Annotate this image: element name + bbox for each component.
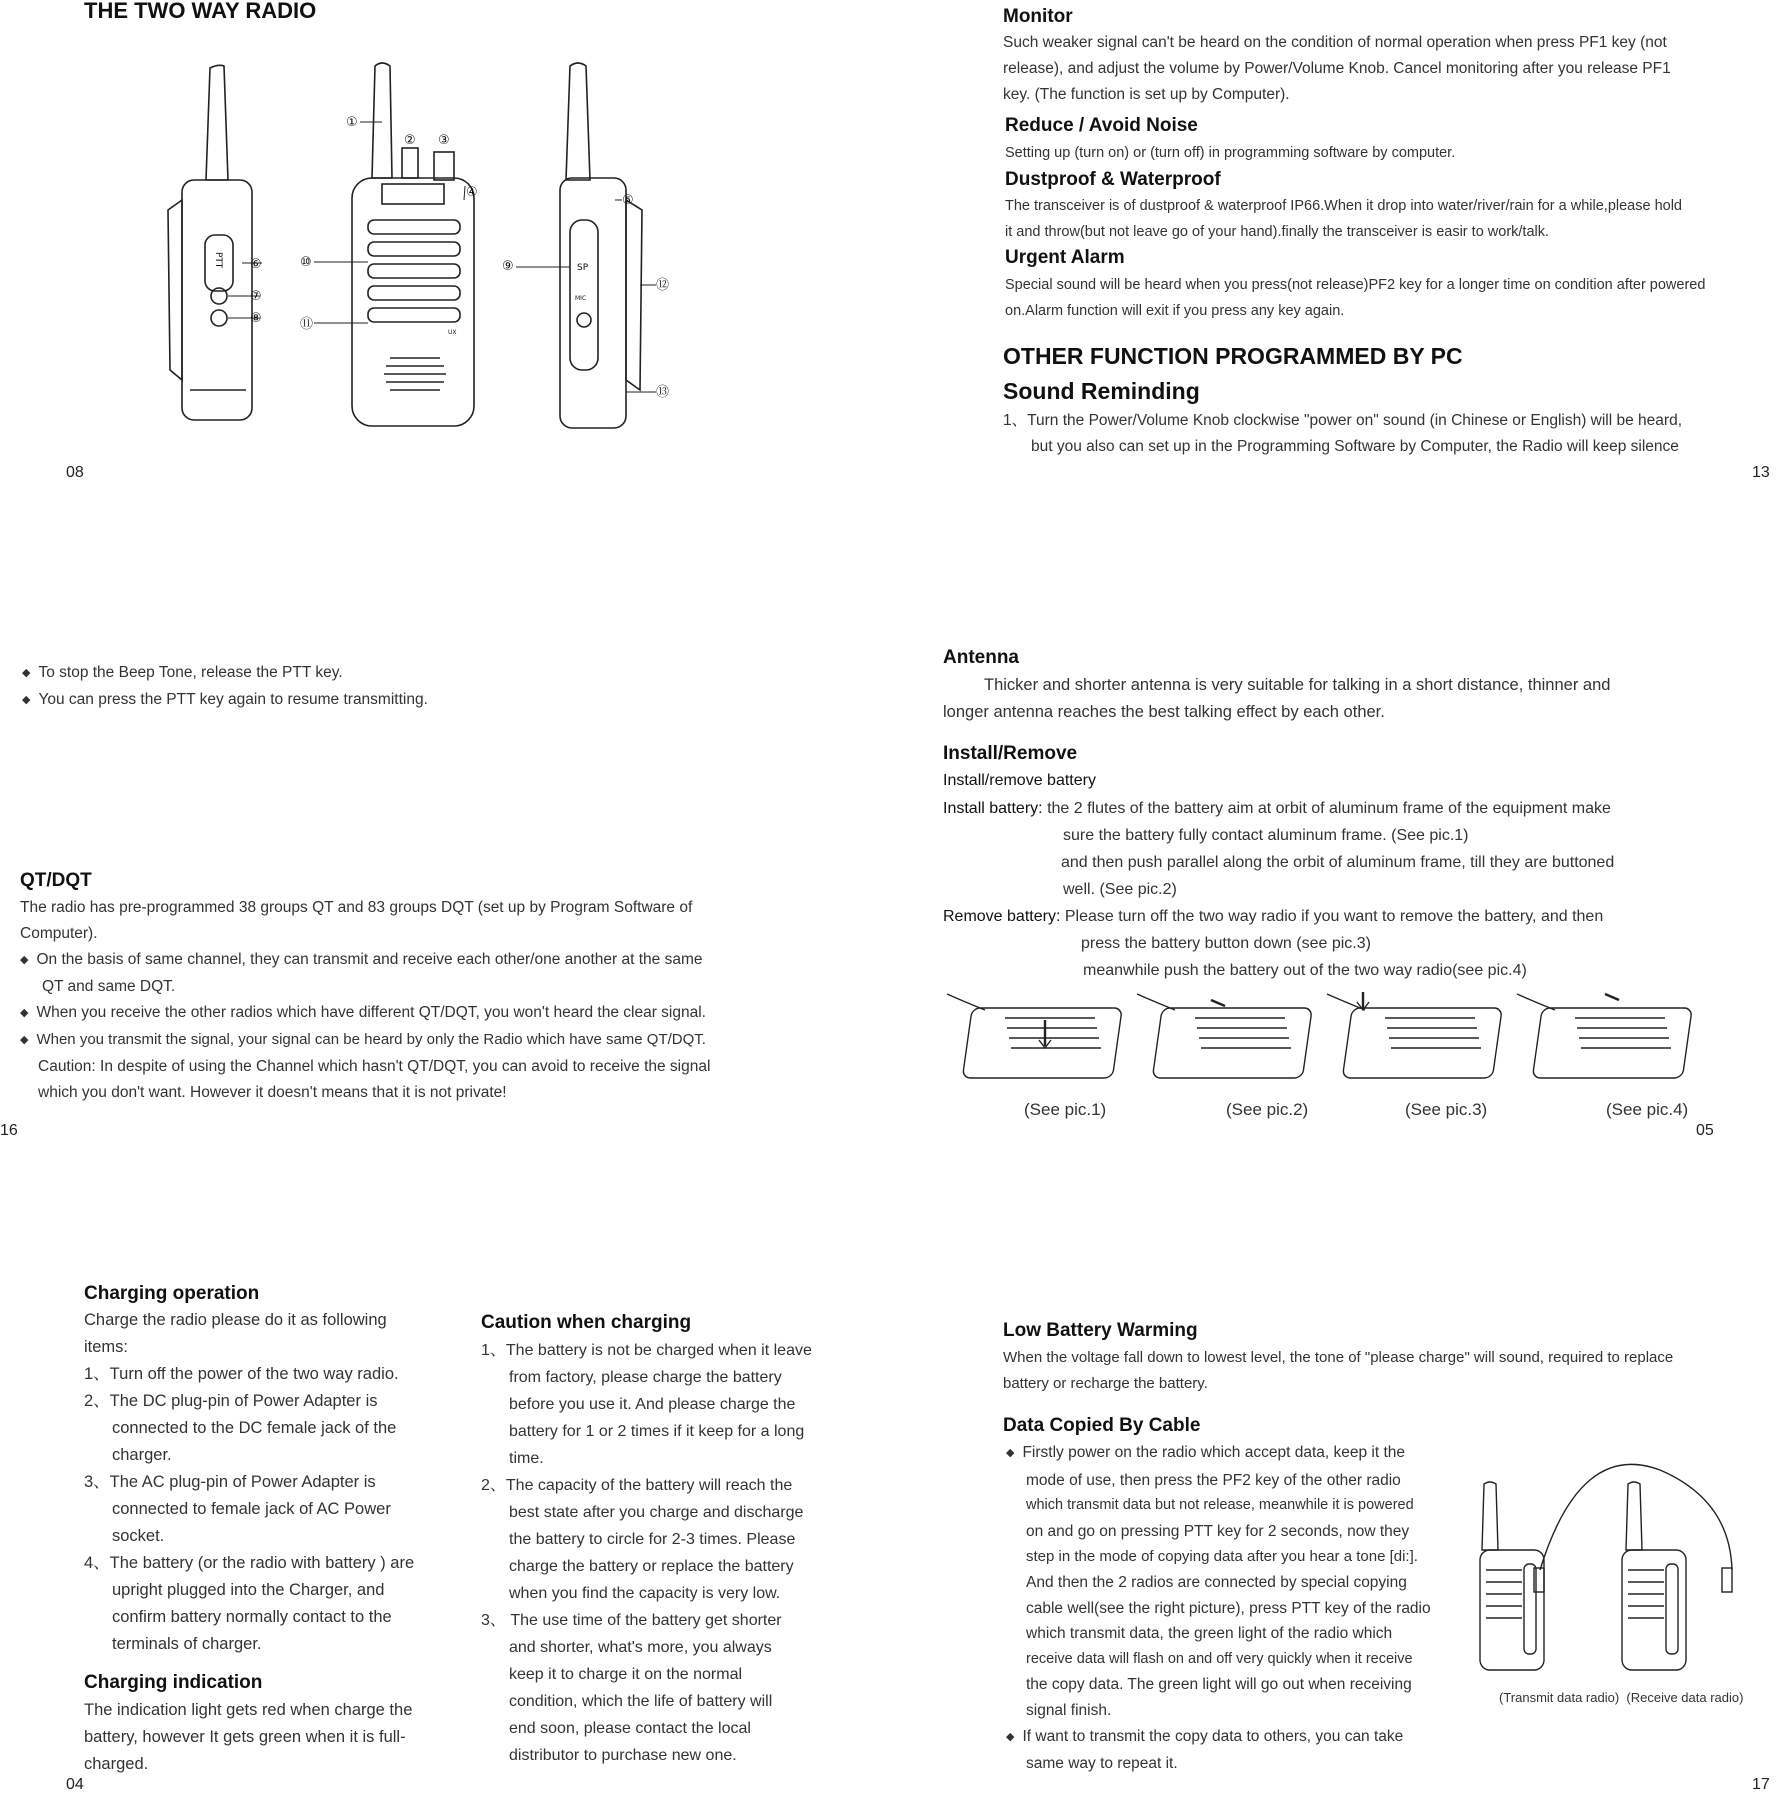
battery-pic-1 — [947, 994, 1122, 1078]
callout-10: ⑩ — [300, 255, 312, 270]
callout-13: ⑬ — [656, 385, 670, 400]
monitor-heading: Monitor — [1003, 6, 1073, 27]
caption-pic-3: (See pic.3) — [1405, 1100, 1488, 1119]
charging-indication-heading: Charging indication — [84, 1672, 263, 1693]
page-number-04: 04 — [66, 1776, 84, 1793]
page-number-17: 17 — [1752, 1776, 1770, 1793]
install-battery-text: Install battery: the 2 flutes of the battery aim at orbit of aluminum frame of the equipment make sure the battery fully contact aluminum frame. (See pic.1) and then push parallel along the orbit of aluminum frame, till they are buttoned well. (See pic.2) Remove battery: Please turn off the two way radio if you want to remove the battery, and then press the battery button down (see pic.3) meanwhile push the battery out of the two way radio(see pic.4) — [943, 800, 1615, 979]
qt-text: The radio has pre-programmed 38 groups QT and 83 groups DQT (set up by Program Software of Computer). ◆ On the basis of same channel, they can transmit and receive each other/one another at the same QT and same DQT. ◆ When you receive the other radios which have different QT/DQT, you won't heard the clear signal. ◆ When you transmit the signal, your signal can be heard by only the Radio which have same QT/DQT. Caution: In despite of using the Channel which hasn't QT/DQT, you can avoid to receive the signal which you don't want. However it doesn't means that it is not private! — [20, 895, 780, 1106]
install-heading: Install/Remove — [943, 743, 1078, 764]
data-copy-figure — [1470, 1460, 1750, 1680]
dust-text: The transceiver is of dustproof & waterproof IP66.When it drop into water/river/rain for a while,please hold it and throw(but not leave go of your hand).finally the transceiver is easir to work/talk. — [1005, 198, 1682, 240]
data-copied-heading: Data Copied By Cable — [1003, 1415, 1201, 1436]
qt-heading: QT/DQT — [20, 870, 92, 891]
other-function-heading: OTHER FUNCTION PROGRAMMED BY PC — [1003, 343, 1463, 369]
data-copied-text: ◆ Firstly power on the radio which accept data, keep it the mode of use, then press the PF2 key of the other radio which transmit data but not release, meanwhile it is powered on and go on pressing PTT key for 2 seconds, now they step in the mode of copying data after you hear a tone [di:]. And then the 2 radios are connected by special copying cable well(see the right picture), press PTT key of the radio which transmit data, the green light of the radio which receive data will flash on and off very quickly when it receive the copy data. The green light will go out when receiving signal finish. ◆ If want to transmit the copy data to others, you can take same way to repeat it. — [1006, 1440, 1476, 1777]
callout-8: ⑧ — [250, 311, 262, 326]
low-battery-text: When the voltage fall down to lowest level, the tone of "please charge" will sound, required to replace battery or recharge the battery. — [1003, 1349, 1674, 1392]
page-number-05: 05 — [1696, 1122, 1714, 1139]
callout-11: ⑪ — [300, 317, 314, 332]
caption-pic-4: (See pic.4) — [1606, 1100, 1689, 1119]
callout-5: ⑤ — [622, 193, 634, 208]
page-number-13: 13 — [1752, 464, 1770, 481]
callout-9: ⑨ — [502, 259, 514, 274]
noise-text: Setting up (turn on) or (turn off) in programming software by computer. — [1005, 145, 1456, 161]
battery-install-figures — [945, 988, 1705, 1098]
mic-label: MIC — [575, 295, 587, 302]
callout-12: ⑫ — [656, 278, 670, 293]
install-sub: Install/remove battery — [943, 772, 1096, 789]
callout-3: ③ — [438, 133, 450, 148]
caution-charging-text: 1、The battery is not be charged when it leave from factory, please charge the battery before you use it. And please charge the battery for 1 or 2 times if it keep for a long time. 2、The capacity of the battery will reach the best state after you charge and discharge the battery to circle for 2-3 times. Please charge the battery or replace the battery when you find the capacity is very low. 3、 The use time of the battery get shorter and shorter, what's more, you always keep it to charge it on the normal condition, which the life of battery will end soon, please contact the local distributor to purchase new one. — [481, 1342, 812, 1764]
charging-operation-text: Charge the radio please do it as following items: 1、Turn off the power of the two way radio. 2、The DC plug-pin of Power Adapter is connected to the DC female jack of the charger. 3、The AC plug-pin of Power Adapter is connected to female jack of AC Power socket. 4、The battery (or the radio with battery ) are upright plugged into the Charger, and confirm battery normally contact to the terminals of charger. — [84, 1311, 415, 1653]
remove-label: Remove battery: — [943, 908, 1061, 925]
battery-pic-4 — [1517, 994, 1692, 1078]
charging-indication-text: The indication light gets red when charge the battery, however It gets green when it is full- charged. — [84, 1701, 413, 1773]
antenna-text: Thicker and shorter antenna is very suitable for talking in a short distance, thinner and longer antenna reaches the best talking effect by each other. — [943, 676, 1611, 721]
noise-heading: Reduce / Avoid Noise — [1005, 115, 1198, 136]
callout-4: ④ — [466, 185, 478, 200]
antenna-heading: Antenna — [943, 647, 1019, 668]
callout-7: ⑦ — [250, 289, 262, 304]
sound-reminding-text: 1、Turn the Power/Volume Knob clockwise "power on" sound (in Chinese or English) will be heard, but you also can set up in the Programming Software by Computer, the Radio will keep silence — [1003, 412, 1682, 455]
caution-charging-heading: Caution when charging — [481, 1312, 692, 1333]
callout-6: ⑥ — [250, 257, 262, 272]
page-08-title: THE TWO WAY RADIO — [84, 0, 317, 23]
install-label: Install battery: — [943, 800, 1043, 817]
ptt-label: PTT — [213, 252, 223, 269]
low-battery-heading: Low Battery Warming — [1003, 1320, 1198, 1341]
logo-label: UX — [448, 329, 457, 336]
radio-diagram — [150, 60, 790, 440]
dust-heading: Dustproof & Waterproof — [1005, 169, 1221, 190]
page-number-08: 08 — [66, 464, 84, 481]
battery-pic-3 — [1327, 992, 1502, 1078]
page-number-16: 16 — [0, 1122, 18, 1139]
monitor-text: Such weaker signal can't be heard on the condition of normal operation when press PF1 key (not release), and adjust the volume by Power/Volume Knob. Cancel monitoring after you release PF1 key. (The function is set up by Computer). — [1003, 34, 1671, 103]
caption-pic-2: (See pic.2) — [1226, 1100, 1309, 1119]
sound-reminding-heading: Sound Reminding — [1003, 378, 1200, 404]
battery-pic-2 — [1137, 994, 1312, 1078]
callout-2: ② — [404, 133, 416, 148]
charging-operation-heading: Charging operation — [84, 1283, 260, 1304]
ptt-bullets: ◆ To stop the Beep Tone, release the PTT key. ◆ You can press the PTT key again to resume transmitting. — [22, 660, 428, 714]
caption-pic-1: (See pic.1) — [1024, 1100, 1107, 1119]
sp-label: SP — [577, 263, 589, 273]
alarm-heading: Urgent Alarm — [1005, 247, 1125, 268]
data-copy-caption: (Transmit data radio) (Receive data radio) — [1499, 1690, 1744, 1705]
alarm-text: Special sound will be heard when you press(not release)PF2 key for a longer time on condition after powered on.Alarm function will exit if you press any key again. — [1005, 277, 1706, 319]
callout-1: ① — [346, 115, 358, 130]
